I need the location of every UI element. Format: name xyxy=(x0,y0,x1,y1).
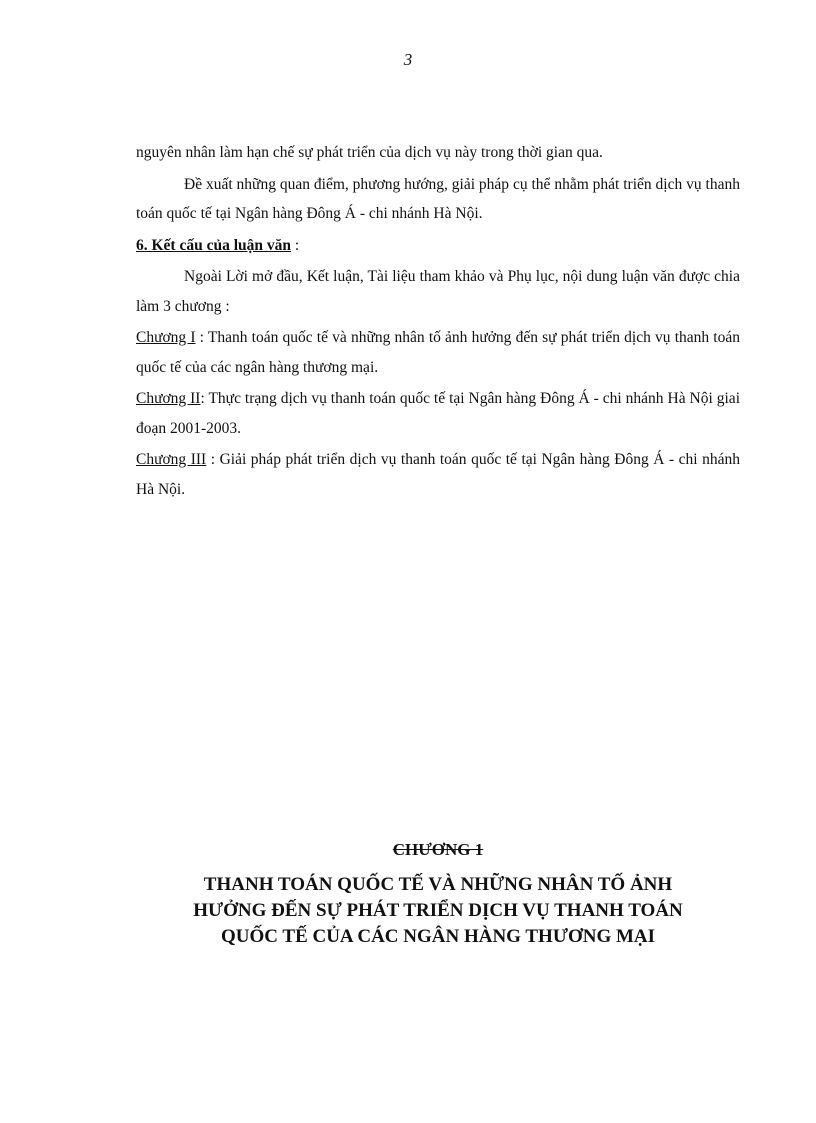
chapter-summary-label: Chương I xyxy=(136,329,196,346)
chapter-heading-line: QUỐC TẾ CỦA CÁC NGÂN HÀNG THƯƠNG MẠI xyxy=(220,926,656,947)
chapter-summary-text: : Giải pháp phát triển dịch vụ thanh toán quốc tế tại Ngân hàng Đông Á - chi nhánh Hà Nội. xyxy=(136,451,741,498)
chapter-summary-3 xyxy=(136,445,740,504)
chapter-summary-text: : Thực trạng dịch vụ thanh toán quốc tế tại Ngân hàng Đông Á - chi nhánh Hà Nội giai đoạn 2001-2003. xyxy=(136,390,740,437)
paragraph-proposal: Đề xuất những quan điểm, phương hướng, giải pháp cụ thể nhằm phát triển dịch vụ thanh toán quốc tế tại Ngân hàng Đông Á - chi nhánh Hà Nội. xyxy=(136,175,740,222)
chapter-title-block xyxy=(136,840,740,950)
chapter-heading-line: HƯỞNG ĐẾN SỰ PHÁT TRIỂN DỊCH VỤ THANH TOÁN xyxy=(193,900,683,921)
chapter-summary-label: Chương III xyxy=(136,451,207,468)
chapter-summary-2 xyxy=(136,384,740,443)
chapter-summary-text: : Thanh toán quốc tế và những nhân tố ảnh hưởng đến sự phát triển dịch vụ thanh toán quốc tế của các ngân hàng thương mại. xyxy=(136,329,740,376)
section-heading-suffix: : xyxy=(291,236,300,254)
chapter-number: CHƯƠNG 1 xyxy=(392,840,484,859)
body-text xyxy=(136,138,740,506)
paragraph-continuation: nguyên nhân làm hạn chế sự phát triển của dịch vụ này trong thời gian qua. xyxy=(136,144,603,161)
section-heading xyxy=(136,231,740,261)
chapter-heading-line: THANH TOÁN QUỐC TẾ VÀ NHỮNG NHÂN TỐ ẢNH xyxy=(203,874,673,895)
page-number: 3 xyxy=(403,50,413,69)
chapter-summary-label: Chương II xyxy=(136,390,201,407)
chapter-summary-1 xyxy=(136,323,740,382)
section-heading-label: 6. Kết cấu của luận văn xyxy=(136,236,292,254)
structure-intro: Ngoài Lời mở đầu, Kết luận, Tài liệu tham khảo và Phụ lục, nội dung luận văn được chia làm 3 chương : xyxy=(136,268,740,315)
